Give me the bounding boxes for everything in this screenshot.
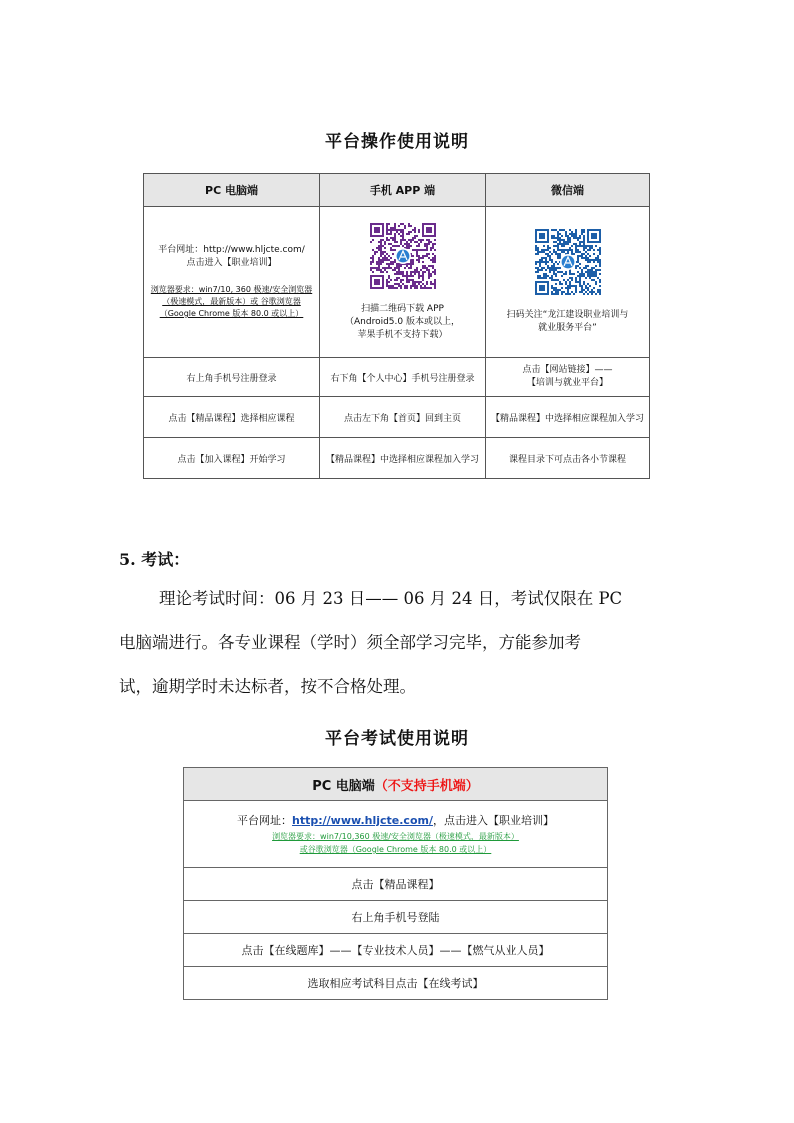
- wechat-qr-cell: 扫码关注“龙江建设职业培训与 就业服务平台”: [486, 207, 650, 358]
- pc-site-url: 平台网址：http://www.hljcte.com/: [158, 245, 305, 255]
- pc-site-enter: 点击进入【职业培训】: [186, 258, 277, 268]
- section-heading-exam: 5. 考试：: [119, 550, 190, 569]
- pc-site-cell: [144, 207, 320, 358]
- exam-step: 点击【精品课程】: [184, 868, 608, 901]
- ops-cell: 【精品课程】中选择相应课程加入学习: [486, 397, 650, 438]
- header-wechat: 微信端: [486, 174, 650, 207]
- header-app: 手机 APP 端: [320, 174, 486, 207]
- ops-cell: 点击【网站链接】—— 【培训与就业平台】: [486, 358, 650, 397]
- exam-table: [183, 767, 608, 1000]
- exam-site-cell: 平台网址：http://www.hljcte.com/，点击进入【职业培训】 浏览器要求：win7/10,360 极速/安全浏览器（极速模式，最新版本） 或谷歌浏览器（Google Chrome 版本 80.0 或以上）: [184, 801, 608, 868]
- ops-cell: 【精品课程】中选择相应课程加入学习: [320, 438, 486, 479]
- ops-title: 平台操作使用说明: [325, 132, 469, 152]
- exam-paragraph: 理论考试时间：06 月 23 日—— 06 月 24 日，考试仅限在 PC 电脑端进行。各专业课程（学时）须全部学习完毕，方能参加考 试，逾期学时未达标者，按不合格处理。: [119, 589, 623, 696]
- ops-cell: 点击左下角【首页】回到主页: [320, 397, 486, 438]
- ops-cell: 点击【加入课程】开始学习: [144, 438, 320, 479]
- pc-browser-note: 浏览器要求：win7/10, 360 极速/安全浏览器 （极速模式，最新版本）或 谷歌浏览器 （Google Chrome 版本 80.0 或以上）: [150, 285, 313, 318]
- site-link[interactable]: http://www.hljcte.com/: [292, 814, 433, 827]
- wechat-qr-code-icon: [535, 229, 601, 295]
- exam-step: 右上角手机号登陆: [184, 901, 608, 934]
- exam-header: PC 电脑端（不支持手机端）: [184, 768, 608, 801]
- ops-table: [143, 173, 650, 479]
- exam-step: 点击【在线题库】——【专业技术人员】——【燃气从业人员】: [184, 934, 608, 967]
- ops-cell: 点击【精品课程】选择相应课程: [144, 397, 320, 438]
- ops-cell: 课程目录下可点击各小节课程: [486, 438, 650, 479]
- exam-step: 选取相应考试科目点击【在线考试】: [184, 967, 608, 1000]
- app-qr-code-icon: [370, 223, 436, 289]
- exam-title: 平台考试使用说明: [325, 729, 469, 749]
- ops-cell: 右上角手机号注册登录: [144, 358, 320, 397]
- header-pc: PC 电脑端: [144, 174, 320, 207]
- browser-note: 浏览器要求：win7/10,360 极速/安全浏览器（极速模式，最新版本）: [272, 832, 519, 841]
- ops-cell: 右下角【个人中心】手机号注册登录: [320, 358, 486, 397]
- app-qr-cell: 扫描二维码下载 APP （Android5.0 版本或以上， 苹果手机不支持下载）: [320, 207, 486, 358]
